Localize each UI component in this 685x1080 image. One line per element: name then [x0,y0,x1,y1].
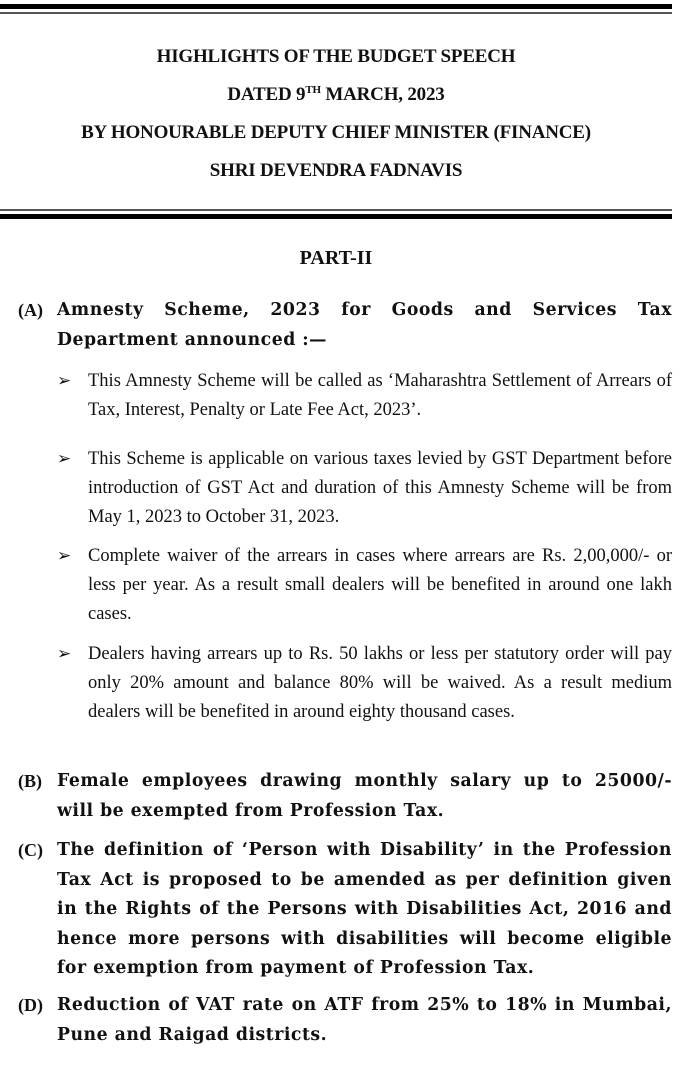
section-a [18,296,672,355]
section-label: (C) [18,840,43,860]
header-date: DATED 9TH MARCH, 2023 [227,84,445,105]
list-item [57,367,672,425]
bullet-text: This Amnesty Scheme will be called as ‘Maharashtra Settlement of Arrears of Tax, Interest, Penalty or Late Fee Act, 2023’. [88,371,672,420]
bullet-text: Dealers having arrears up to Rs. 50 lakhs or less per statutory order will pay only 20% amount and balance 80% will be waived. As a result medium dealers will be benefited in around eighty thousand cases. [88,644,672,722]
arrowhead-bullet-icon: ➢ [57,546,72,566]
arrowhead-bullet-icon: ➢ [57,371,72,391]
section-heading: Amnesty Scheme, 2023 for Goods and Services Tax Department announced :— [57,300,672,350]
list-item [57,640,672,727]
section-label: (B) [18,771,42,791]
section-label: (D) [18,995,43,1015]
list-item [57,542,672,629]
bullet-text: This Scheme is applicable on various taxes levied by GST Department before introduction of GST Act and duration of this Amnesty Scheme will be from May 1, 2023 to October 31, 2023. [88,449,672,527]
header-author-name: SHRI DEVENDRA FADNAVIS [209,160,463,181]
header-double-rule [0,209,672,219]
header-title: HIGHLIGHTS OF THE BUDGET SPEECH [156,46,516,67]
section-text: Reduction of VAT rate on ATF from 25% to 18% in Mumbai, Pune and Raigad districts. [57,995,672,1045]
top-double-rule [0,4,672,14]
arrowhead-bullet-icon: ➢ [57,644,72,664]
header-author-title: BY HONOURABLE DEPUTY CHIEF MINISTER (FINANCE) [81,122,591,143]
list-item [57,445,672,532]
arrowhead-bullet-icon: ➢ [57,449,72,469]
bullet-text: Complete waiver of the arrears in cases where arrears are Rs. 2,00,000/- or less per year. As a result small dealers will be benefited in around one lakh cases. [88,546,672,624]
part-title: PART-II [299,247,373,269]
section-c [18,836,672,984]
section-b [18,767,672,826]
section-d [18,991,672,1050]
section-text: The definition of ‘Person with Disability’ in the Profession Tax Act is proposed to be amended as per definition given in the Rights of the Persons with Disabilities Act, 2016 and hence more persons with disabilities will become eligible for exemption from payment of Profession Tax. [57,840,672,978]
document-header [0,40,672,192]
section-label: (A) [18,300,43,320]
section-text: Female employees drawing monthly salary up to 25000/- will be exempted from Profession Tax. [57,771,672,821]
